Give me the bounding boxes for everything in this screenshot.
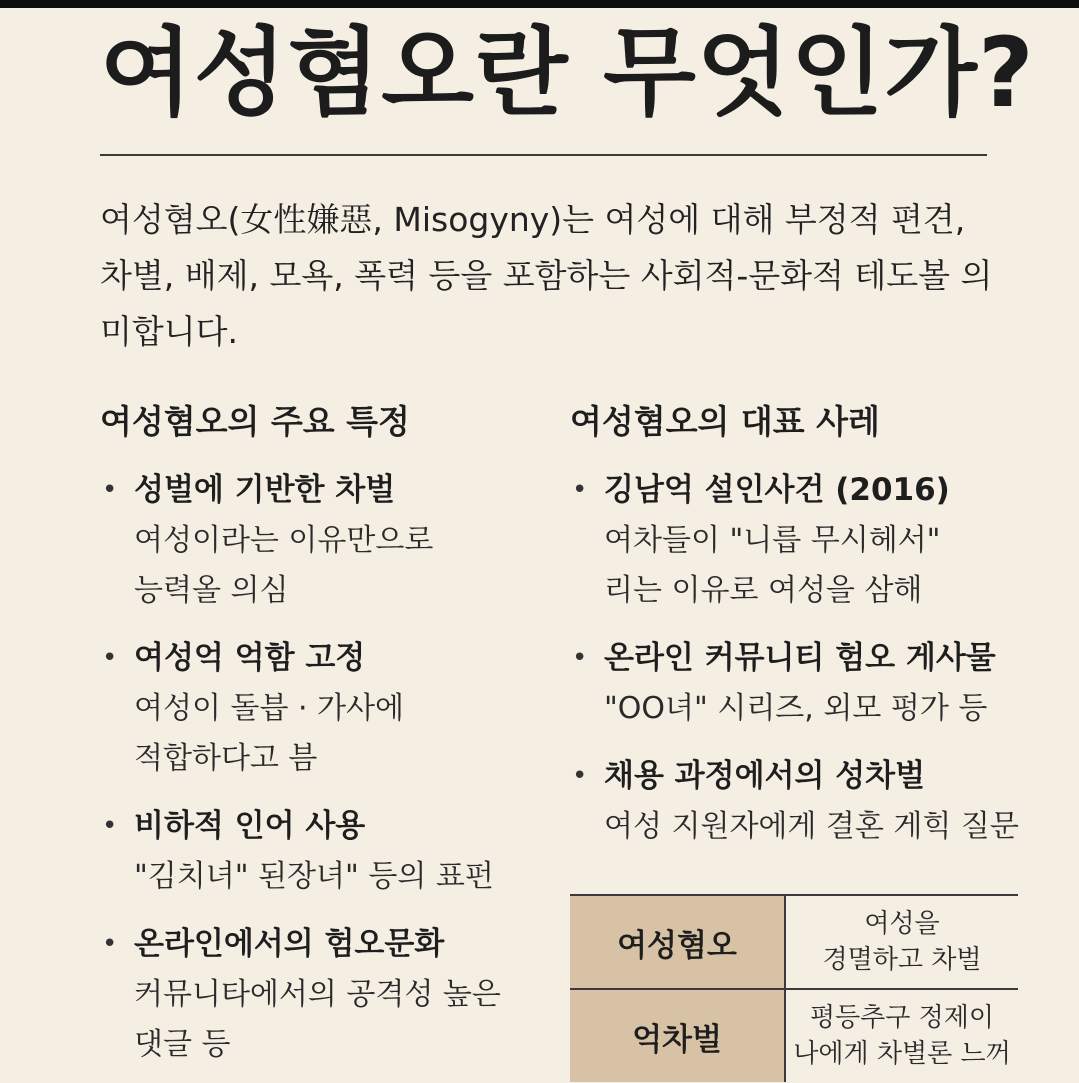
example-title: 깅남억 설인사건 (2016) — [604, 472, 950, 508]
feature-item — [100, 632, 540, 784]
feature-title: 온라인에서의 험오문화 — [134, 926, 445, 962]
feature-desc: 여성이라는 이유만으로 — [134, 523, 434, 558]
bullet-icon: • — [102, 929, 118, 959]
definition-line: 평등추구 정제이 — [809, 1003, 995, 1033]
bullet-icon: • — [572, 475, 588, 505]
feature-item — [100, 918, 540, 1070]
top-border — [0, 0, 1079, 8]
title-divider — [100, 154, 987, 156]
example-title: 채용 과정에서의 성차벌 — [604, 758, 926, 794]
feature-desc: 댓글 등 — [134, 1027, 231, 1062]
example-item — [570, 632, 1030, 734]
feature-desc: 능력올 의심 — [134, 573, 289, 608]
table-definition-cell — [785, 895, 1018, 989]
feature-title: 여성억 억함 고정 — [134, 640, 366, 676]
definition-line: 나에게 차별론 느꺼 — [793, 1039, 1011, 1069]
bullet-icon: • — [572, 761, 588, 791]
example-desc: 리는 이유로 여성을 삼해 — [604, 573, 923, 608]
definition-line: 여성을 — [864, 909, 940, 939]
bullet-icon: • — [572, 643, 588, 673]
example-desc: 여성 지원자에게 결혼 게힉 질문 — [604, 809, 1019, 844]
feature-desc: "김치녀" 된장녀" 등의 표펀 — [134, 859, 494, 894]
example-desc: 여차들이 "니릅 무시헤서" — [604, 523, 941, 558]
feature-desc: 적합하다고 븜 — [134, 741, 318, 776]
bullet-icon: • — [102, 475, 118, 505]
feature-item — [100, 800, 540, 902]
table-term-cell: 억차벌 — [570, 989, 785, 1082]
examples-column — [570, 396, 1030, 852]
feature-title: 성벌에 기반한 차벌 — [134, 472, 396, 508]
table-definition-cell — [785, 989, 1018, 1082]
comparison-table — [570, 894, 1018, 1082]
table-row — [570, 989, 1018, 1082]
examples-heading: 여성혐오의 대표 사레 — [570, 402, 880, 441]
example-title: 온라인 커뮤니티 험오 게사물 — [604, 640, 996, 676]
feature-desc: 여성이 돌븝 · 가사에 — [134, 691, 404, 726]
example-desc: "OO녀" 시리즈, 외모 펑가 등 — [604, 691, 988, 726]
feature-item — [100, 464, 540, 616]
features-heading: 여성혐오의 주요 특정 — [100, 402, 410, 441]
intro-paragraph: 여성혐오(女性嫌惡, Misogyny)는 여성에 대해 부정적 편견, 차별, 배제, 모욕, 폭력 등을 포함하는 사회적-문화적 테도볼 의미합니다. — [100, 200, 993, 351]
feature-title: 비하적 인어 사용 — [134, 808, 366, 844]
example-item — [570, 750, 1030, 852]
bullet-icon: • — [102, 643, 118, 673]
example-item — [570, 464, 1030, 616]
features-column — [100, 396, 540, 1070]
bullet-icon: • — [102, 811, 118, 841]
table-row — [570, 895, 1018, 989]
table-term-cell: 여성혐오 — [570, 895, 785, 989]
page-title: 여성혐오란 무엇인가? — [100, 17, 1035, 129]
definition-line: 경멸하고 차벌 — [822, 945, 982, 975]
feature-desc: 커뮤니타에서의 공격성 높은 — [134, 977, 501, 1012]
